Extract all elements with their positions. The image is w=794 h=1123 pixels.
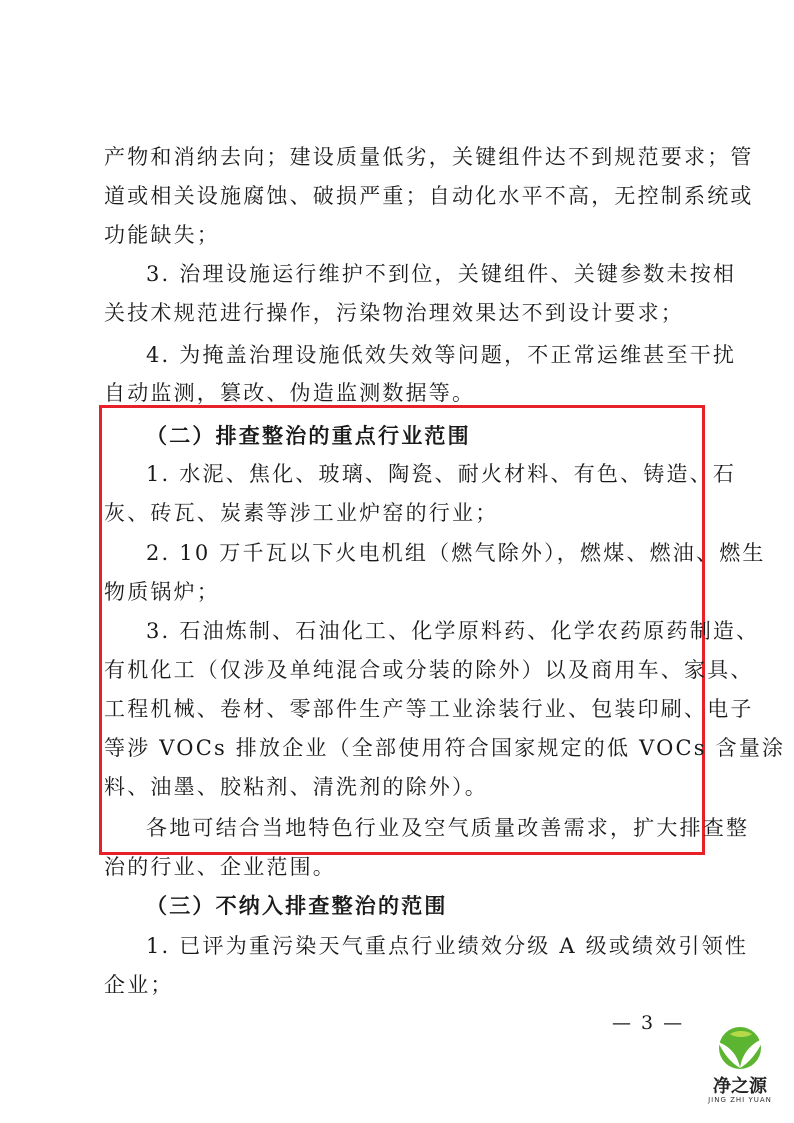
text-line: 企业； [104, 973, 174, 997]
text-line: 2. 10 万千瓦以下火电机组（燃气除外），燃煤、燃油、燃生 [146, 541, 766, 565]
logo-name-en: JING ZHI YUAN [708, 1096, 772, 1104]
text-line: 有机化工（仅涉及单纯混合或分装的除外）以及商用车、家具、 [104, 658, 754, 682]
text-line: 道或相关设施腐蚀、破损严重；自动化水平不高，无控制系统或 [104, 184, 754, 208]
text-line: 物质锅炉； [104, 580, 220, 604]
text-line: 4. 为掩盖治理设施低效失效等问题，不正常运维甚至干扰 [146, 343, 737, 367]
brand-logo [700, 1024, 780, 1114]
text-line: 料、油墨、胶粘剂、清洗剂的除外）。 [104, 775, 488, 799]
logo-name-cn: 净之源 [713, 1076, 767, 1097]
text-line: 灰、砖瓦、炭素等涉工业炉窑的行业； [104, 501, 499, 525]
text-line: 关技术规范进行操作，污染物治理效果达不到设计要求； [104, 301, 684, 325]
text-line: 产物和消纳去向；建设质量低劣，关键组件达不到规范要求；管 [104, 145, 754, 169]
text-line: 1. 已评为重污染天气重点行业绩效分级 A 级或绩效引领性 [146, 934, 749, 958]
text-line: 治的行业、企业范围。 [104, 855, 336, 879]
page-number: — 3 — [612, 1012, 685, 1034]
text-line: 工程机械、卷材、零部件生产等工业涂装行业、包装印刷、电子 [104, 697, 754, 721]
section-heading: （三）不纳入排查整治的范围 [146, 893, 448, 918]
text-line: 各地可结合当地特色行业及空气质量改善需求，扩大排查整 [146, 816, 750, 840]
text-line: 3. 治理设施运行维护不到位，关键组件、关键参数未按相 [146, 262, 737, 286]
text-line: 1. 水泥、焦化、玻璃、陶瓷、耐火材料、有色、铸造、石 [146, 462, 737, 486]
leaf-sprout-icon [700, 1024, 780, 1072]
section-heading: （二）排查整治的重点行业范围 [146, 423, 471, 448]
text-line: 3. 石油炼制、石油化工、化学原料药、化学农药原药制造、 [146, 619, 760, 643]
text-line: 等涉 VOCs 排放企业（全部使用符合国家规定的低 VOCs 含量涂 [104, 736, 786, 760]
text-line: 功能缺失； [104, 223, 220, 247]
text-line: 自动监测，篡改、伪造监测数据等。 [104, 381, 476, 405]
